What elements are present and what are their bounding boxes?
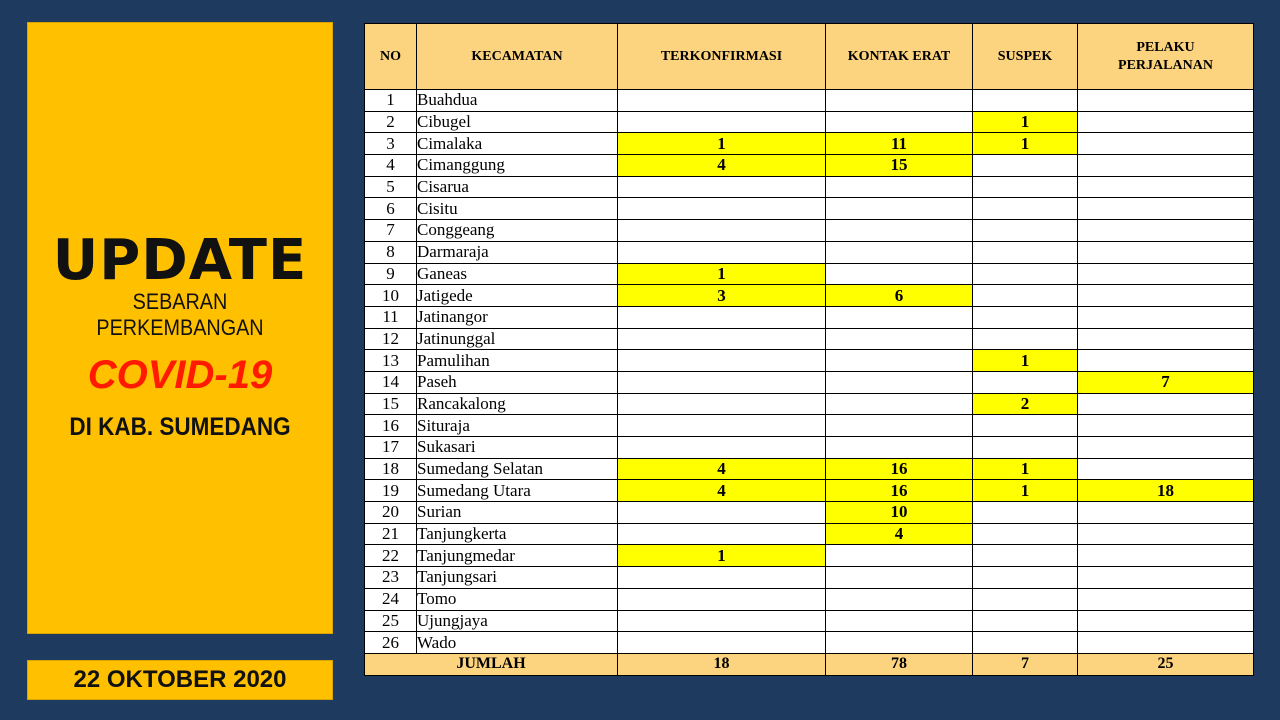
table-row: [365, 328, 1254, 350]
cell-kontak-erat: [826, 176, 973, 198]
cell-terkonfirmasi: [618, 198, 826, 220]
cell-pelaku: 7: [1078, 371, 1254, 393]
cell-pelaku: [1078, 90, 1254, 112]
cell-pelaku: [1078, 610, 1254, 632]
table-row: [365, 632, 1254, 654]
cell-kontak-erat: 10: [826, 502, 973, 524]
cell-terkonfirmasi: 1: [618, 263, 826, 285]
cell-pelaku: [1078, 393, 1254, 415]
cell-pelaku: [1078, 437, 1254, 459]
kecamatan-name: Sumedang Selatan: [417, 458, 618, 480]
kecamatan-name: Cisitu: [417, 198, 618, 220]
cell-terkonfirmasi: [618, 567, 826, 589]
cell-terkonfirmasi: [618, 523, 826, 545]
cell-kontak-erat: [826, 263, 973, 285]
cell-terkonfirmasi: [618, 176, 826, 198]
cell-suspek: [973, 437, 1078, 459]
cell-suspek: [973, 285, 1078, 307]
header-suspek: SUSPEK: [973, 24, 1078, 90]
cell-suspek: [973, 588, 1078, 610]
kecamatan-name: Jatinunggal: [417, 328, 618, 350]
cell-kontak-erat: [826, 437, 973, 459]
kecamatan-name: Ujungjaya: [417, 610, 618, 632]
cell-terkonfirmasi: [618, 415, 826, 437]
kecamatan-name: Jatinangor: [417, 306, 618, 328]
kecamatan-name: Surian: [417, 502, 618, 524]
cell-kontak-erat: 4: [826, 523, 973, 545]
row-number: 15: [365, 393, 417, 415]
kecamatan-name: Tanjungmedar: [417, 545, 618, 567]
cell-suspek: [973, 523, 1078, 545]
row-number: 24: [365, 588, 417, 610]
cell-suspek: [973, 220, 1078, 242]
update-title: UPDATE: [52, 228, 308, 293]
row-number: 10: [365, 285, 417, 307]
kecamatan-name: Cimanggung: [417, 155, 618, 177]
kecamatan-name: Wado: [417, 632, 618, 654]
cell-suspek: 1: [973, 350, 1078, 372]
table-row: [365, 437, 1254, 459]
cell-pelaku: [1078, 220, 1254, 242]
kecamatan-name: Sukasari: [417, 437, 618, 459]
kecamatan-name: Tanjungsari: [417, 567, 618, 589]
update-panel: [27, 22, 333, 634]
kecamatan-name: Situraja: [417, 415, 618, 437]
kecamatan-name: Jatigede: [417, 285, 618, 307]
kecamatan-name: Buahdua: [417, 90, 618, 112]
table-row: [365, 176, 1254, 198]
total-pelaku: 25: [1078, 653, 1254, 675]
cell-pelaku: [1078, 176, 1254, 198]
cell-terkonfirmasi: [618, 393, 826, 415]
cell-pelaku: [1078, 632, 1254, 654]
row-number: 11: [365, 306, 417, 328]
cell-kontak-erat: [826, 111, 973, 133]
cell-suspek: 1: [973, 480, 1078, 502]
table-row: [365, 285, 1254, 307]
row-number: 21: [365, 523, 417, 545]
cell-kontak-erat: [826, 198, 973, 220]
cell-suspek: 2: [973, 393, 1078, 415]
cell-suspek: [973, 263, 1078, 285]
cell-kontak-erat: [826, 393, 973, 415]
table-row: [365, 90, 1254, 112]
cell-kontak-erat: [826, 371, 973, 393]
kecamatan-name: Cibugel: [417, 111, 618, 133]
row-number: 25: [365, 610, 417, 632]
subtitle-line1: SEBARAN: [132, 289, 228, 314]
cell-suspek: [973, 306, 1078, 328]
row-number: 8: [365, 241, 417, 263]
row-number: 3: [365, 133, 417, 155]
cell-suspek: [973, 502, 1078, 524]
cell-terkonfirmasi: [618, 328, 826, 350]
kecamatan-name: Sumedang Utara: [417, 480, 618, 502]
cell-pelaku: [1078, 545, 1254, 567]
table-row: [365, 241, 1254, 263]
row-number: 16: [365, 415, 417, 437]
total-label: JUMLAH: [365, 653, 618, 675]
table-row: [365, 610, 1254, 632]
row-number: 4: [365, 155, 417, 177]
cell-suspek: 1: [973, 458, 1078, 480]
covid-table: [364, 23, 1254, 676]
cell-terkonfirmasi: 4: [618, 458, 826, 480]
cell-terkonfirmasi: 4: [618, 480, 826, 502]
kecamatan-name: Rancakalong: [417, 393, 618, 415]
cell-pelaku: [1078, 415, 1254, 437]
header-no: NO: [365, 24, 417, 90]
cell-pelaku: [1078, 458, 1254, 480]
cell-kontak-erat: [826, 241, 973, 263]
table-row: [365, 502, 1254, 524]
row-number: 22: [365, 545, 417, 567]
row-number: 13: [365, 350, 417, 372]
cell-kontak-erat: [826, 415, 973, 437]
cell-pelaku: 18: [1078, 480, 1254, 502]
cell-pelaku: [1078, 350, 1254, 372]
cell-terkonfirmasi: 1: [618, 545, 826, 567]
cell-kontak-erat: 6: [826, 285, 973, 307]
cell-kontak-erat: 16: [826, 480, 973, 502]
cell-suspek: [973, 415, 1078, 437]
table-row: [365, 111, 1254, 133]
cell-terkonfirmasi: [618, 111, 826, 133]
kecamatan-name: Cimalaka: [417, 133, 618, 155]
cell-pelaku: [1078, 328, 1254, 350]
table-header-row: [365, 24, 1254, 90]
kecamatan-name: Darmaraja: [417, 241, 618, 263]
row-number: 2: [365, 111, 417, 133]
cell-suspek: [973, 610, 1078, 632]
total-row: [365, 653, 1254, 675]
cell-terkonfirmasi: [618, 350, 826, 372]
cell-kontak-erat: [826, 632, 973, 654]
row-number: 26: [365, 632, 417, 654]
row-number: 18: [365, 458, 417, 480]
header-kontak-erat: KONTAK ERAT: [826, 24, 973, 90]
cell-pelaku: [1078, 155, 1254, 177]
cell-terkonfirmasi: [618, 241, 826, 263]
kecamatan-name: Tomo: [417, 588, 618, 610]
cell-pelaku: [1078, 263, 1254, 285]
cell-pelaku: [1078, 523, 1254, 545]
cell-pelaku: [1078, 502, 1254, 524]
cell-suspek: [973, 545, 1078, 567]
cell-terkonfirmasi: [618, 610, 826, 632]
total-terkonfirmasi: 18: [618, 653, 826, 675]
region-label: DI KAB. SUMEDANG: [69, 413, 291, 441]
cell-suspek: [973, 371, 1078, 393]
kecamatan-name: Tanjungkerta: [417, 523, 618, 545]
cell-kontak-erat: [826, 90, 973, 112]
row-number: 7: [365, 220, 417, 242]
table-row: [365, 393, 1254, 415]
cell-suspek: [973, 328, 1078, 350]
cell-terkonfirmasi: [618, 437, 826, 459]
row-number: 1: [365, 90, 417, 112]
row-number: 17: [365, 437, 417, 459]
cell-suspek: 1: [973, 133, 1078, 155]
cell-kontak-erat: [826, 588, 973, 610]
table-row: [365, 480, 1254, 502]
table-row: [365, 198, 1254, 220]
total-suspek: 7: [973, 653, 1078, 675]
cell-terkonfirmasi: [618, 306, 826, 328]
cell-terkonfirmasi: [618, 90, 826, 112]
kecamatan-name: Conggeang: [417, 220, 618, 242]
cell-terkonfirmasi: [618, 632, 826, 654]
row-number: 6: [365, 198, 417, 220]
table-row: [365, 350, 1254, 372]
cell-suspek: [973, 567, 1078, 589]
cell-kontak-erat: [826, 306, 973, 328]
table-row: [365, 523, 1254, 545]
table-row: [365, 567, 1254, 589]
row-number: 20: [365, 502, 417, 524]
kecamatan-name: Cisarua: [417, 176, 618, 198]
header-kecamatan: KECAMATAN: [417, 24, 618, 90]
kecamatan-name: Ganeas: [417, 263, 618, 285]
row-number: 14: [365, 371, 417, 393]
cell-terkonfirmasi: [618, 588, 826, 610]
cell-suspek: [973, 632, 1078, 654]
cell-kontak-erat: [826, 545, 973, 567]
cell-pelaku: [1078, 567, 1254, 589]
cell-suspek: [973, 198, 1078, 220]
row-number: 23: [365, 567, 417, 589]
cell-kontak-erat: 15: [826, 155, 973, 177]
cell-kontak-erat: [826, 567, 973, 589]
cell-pelaku: [1078, 306, 1254, 328]
header-pelaku-perjalanan: PELAKU PERJALANAN: [1078, 24, 1254, 90]
cell-terkonfirmasi: [618, 220, 826, 242]
cell-kontak-erat: [826, 350, 973, 372]
cell-kontak-erat: 11: [826, 133, 973, 155]
row-number: 12: [365, 328, 417, 350]
table-row: [365, 415, 1254, 437]
table-row: [365, 133, 1254, 155]
row-number: 19: [365, 480, 417, 502]
cell-kontak-erat: [826, 610, 973, 632]
cell-kontak-erat: [826, 328, 973, 350]
table-row: [365, 588, 1254, 610]
table-row: [365, 306, 1254, 328]
cell-terkonfirmasi: 4: [618, 155, 826, 177]
cell-pelaku: [1078, 285, 1254, 307]
cell-terkonfirmasi: [618, 502, 826, 524]
cell-pelaku: [1078, 111, 1254, 133]
cell-terkonfirmasi: 3: [618, 285, 826, 307]
cell-kontak-erat: [826, 220, 973, 242]
cell-pelaku: [1078, 198, 1254, 220]
cell-suspek: [973, 155, 1078, 177]
row-number: 9: [365, 263, 417, 285]
cell-kontak-erat: 16: [826, 458, 973, 480]
table-row: [365, 458, 1254, 480]
cell-terkonfirmasi: [618, 371, 826, 393]
table-row: [365, 155, 1254, 177]
table-row: [365, 545, 1254, 567]
table-row: [365, 371, 1254, 393]
row-number: 5: [365, 176, 417, 198]
cell-suspek: 1: [973, 111, 1078, 133]
cell-suspek: [973, 176, 1078, 198]
date-label: 22 OKTOBER 2020: [27, 660, 333, 700]
cell-pelaku: [1078, 133, 1254, 155]
cell-suspek: [973, 90, 1078, 112]
table-row: [365, 220, 1254, 242]
cell-terkonfirmasi: 1: [618, 133, 826, 155]
kecamatan-name: Pamulihan: [417, 350, 618, 372]
cell-suspek: [973, 241, 1078, 263]
cell-pelaku: [1078, 241, 1254, 263]
header-terkonfirmasi: TERKONFIRMASI: [618, 24, 826, 90]
covid-label: COVID-19: [87, 353, 273, 397]
total-kontak-erat: 78: [826, 653, 973, 675]
cell-pelaku: [1078, 588, 1254, 610]
kecamatan-name: Paseh: [417, 371, 618, 393]
table-row: [365, 263, 1254, 285]
subtitle-line2: PERKEMBANGAN: [96, 315, 264, 340]
